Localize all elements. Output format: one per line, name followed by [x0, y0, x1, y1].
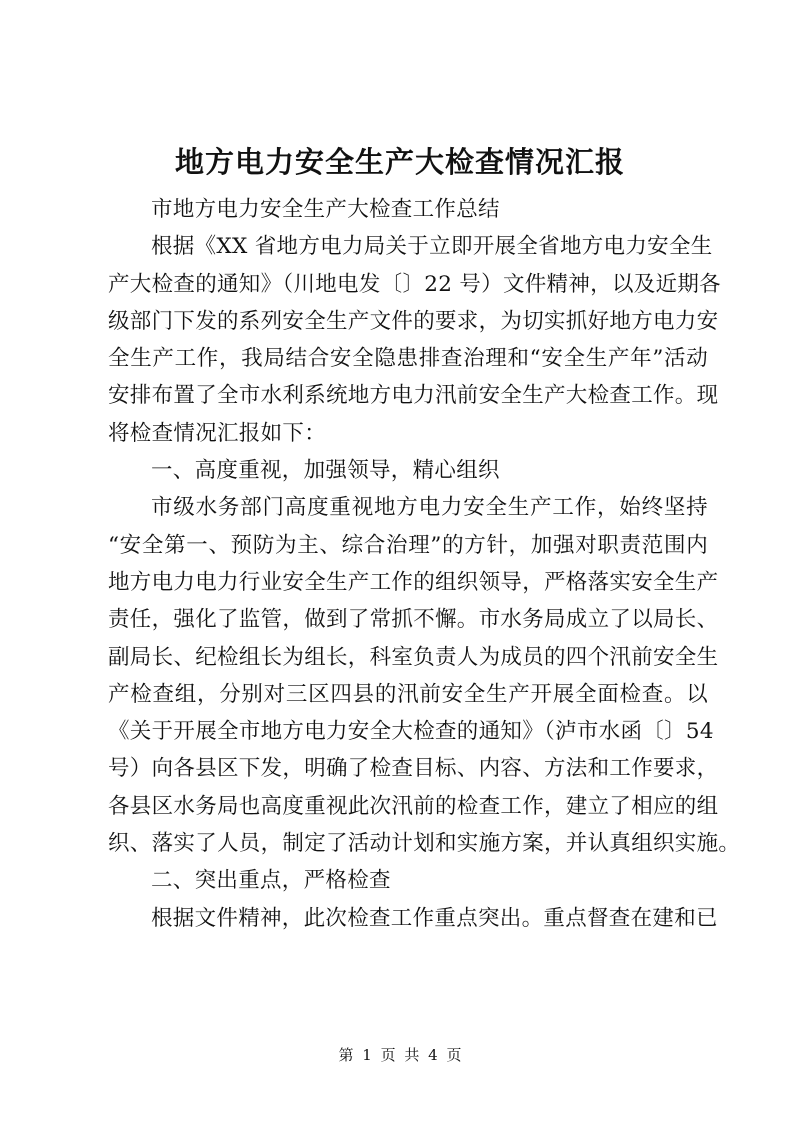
- paragraph-line: 根据《XX 省地方电力局关于立即开展全省地方电力安全生: [151, 234, 713, 260]
- paragraph-line: 《关于开展全市地方电力安全大检查的通知》（泸市水函〔〕54: [108, 719, 714, 745]
- paragraph-line: 全生产工作，我局结合安全隐患排查治理和“安全生产年”活动: [108, 346, 708, 372]
- paragraph-line: 责任，强化了监管，做到了常抓不懈。市水务局成立了以局长、: [108, 607, 719, 633]
- subtitle-line: 市地方电力安全生产大检查工作总结: [151, 197, 500, 222]
- paragraph-line: 各县区水务局也高度重视此次汛前的检查工作，建立了相应的组: [108, 793, 719, 819]
- section-heading-2: 二、突出重点，严格检查: [151, 868, 391, 894]
- paragraph-line: 级部门下发的系列安全生产文件的要求，为切实抓好地方电力安: [108, 308, 719, 334]
- paragraph-line: 市级水务部门高度重视地方电力安全生产工作，始终坚持: [151, 495, 708, 521]
- paragraph-line: 副局长、纪检组长为组长，科室负责人为成员的四个汛前安全生: [108, 644, 719, 670]
- paragraph-line: 产检查组，分别对三区四县的汛前安全生产开展全面检查。以: [108, 681, 708, 707]
- section-heading-1: 一、高度重视，加强领导，精心组织: [151, 458, 500, 484]
- paragraph-line: 号）向各县区下发，明确了检查目标、内容、方法和工作要求，: [108, 756, 719, 782]
- paragraph-line: 根据文件精神，此次检查工作重点突出。重点督查在建和已: [151, 905, 718, 931]
- paragraph-line: 产大检查的通知》（川地电发〔〕22 号）文件精神，以及近期各: [108, 271, 721, 297]
- document-title: 地方电力安全生产大检查情况汇报: [174, 145, 625, 179]
- document-body: [108, 191, 741, 937]
- paragraph-line: “安全第一、预防为主、综合治理”的方针，加强对职责范围内: [108, 532, 708, 558]
- page-number-footer: 第 1 页 共 4 页: [338, 1046, 462, 1064]
- paragraph-line: 将检查情况汇报如下：: [108, 420, 327, 446]
- paragraph-line: 织、落实了人员，制定了活动计划和实施方案，并认真组织实施。: [108, 831, 741, 857]
- paragraph-line: 地方电力电力行业安全生产工作的组织领导，严格落实安全生产: [108, 569, 719, 595]
- paragraph-line: 安排布置了全市水利系统地方电力汛前安全生产大检查工作。现: [108, 383, 719, 409]
